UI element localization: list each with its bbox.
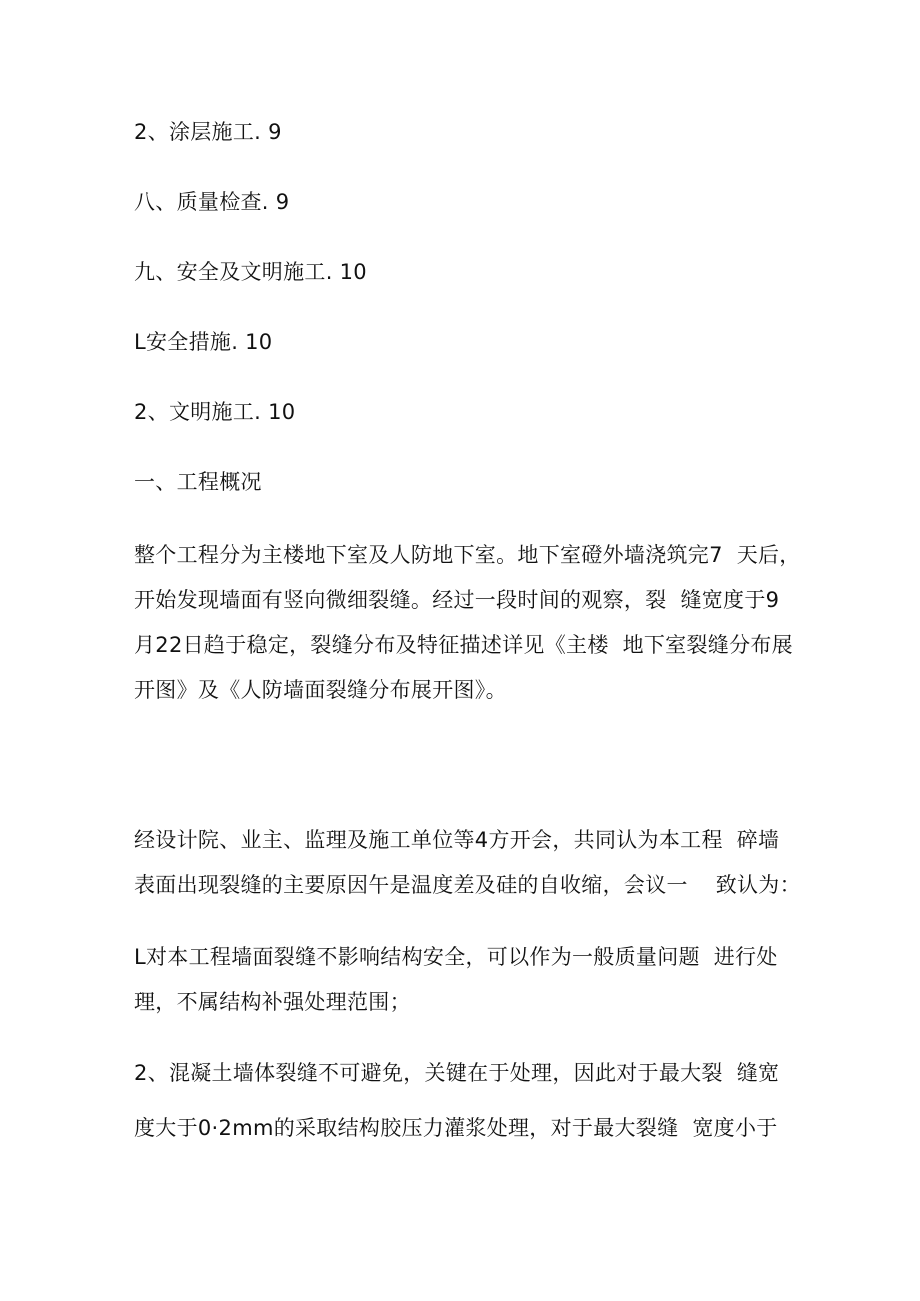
paragraph-line: 开图》及《人防墙面裂缝分布展开图》。 — [134, 678, 507, 702]
paragraph-line: 开始发现墙面有竖向微细裂缝。经过一段时间的观察，裂 缝宽度于9 — [134, 588, 780, 612]
toc-item: L安全措施. 10 — [134, 330, 273, 354]
list-item-line: 理，不属结构补强处理范围； — [134, 990, 411, 1014]
toc-item: 2、文明施工. 10 — [134, 400, 296, 424]
toc-item: 八、质量检查. 9 — [134, 190, 290, 214]
toc-item: 九、安全及文明施工. 10 — [134, 260, 367, 284]
paragraph-line: 经设计院、业主、监理及施工单位等4方开会，共同认为本工程 碎墙 — [134, 828, 780, 852]
list-item-line: 2、混凝土墙体裂缝不可避免，关键在于处理，因此对于最大裂 缝宽 — [134, 1061, 780, 1085]
toc-item: 2、涂层施工. 9 — [134, 120, 282, 144]
list-item-line: L对本工程墙面裂缝不影响结构安全，可以作为一般质量问题 进行处 — [134, 945, 778, 969]
paragraph-line: 整个工程分为主楼地下室及人防地下室。地下室磴外墙浇筑完7 天后， — [134, 543, 801, 567]
paragraph-line: 月22日趋于稳定，裂缝分布及特征描述详见《主楼 地下室裂缝分布展 — [134, 633, 793, 657]
list-item-line: 度大于0·2mm的采取结构胶压力灌浆处理，对于最大裂缝 宽度小于 — [134, 1116, 778, 1140]
paragraph-line: 表面出现裂缝的主要原因午是温度差及硅的自收缩，会议一 致认为： — [134, 873, 801, 897]
section-heading: 一、工程概况 — [134, 470, 262, 494]
